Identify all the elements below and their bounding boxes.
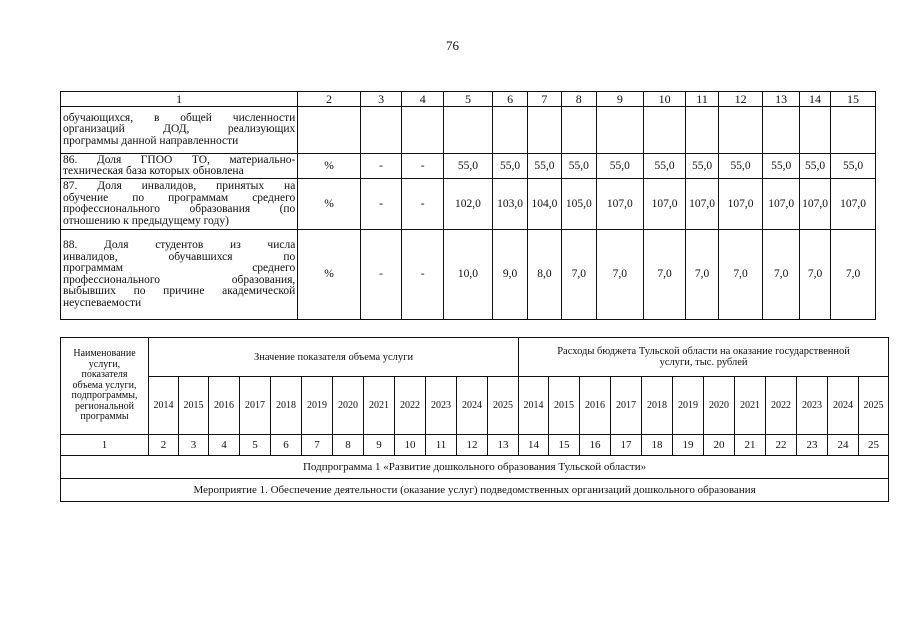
volume-group-header: Значение показателя объема услуги [149, 338, 519, 377]
value-cell [298, 107, 360, 154]
column-index-cell: 9 [364, 435, 395, 456]
value-cell [402, 107, 444, 154]
value-cell: 55,0 [718, 154, 763, 179]
value-cell: 107,0 [596, 179, 643, 230]
indicator-description [61, 230, 298, 320]
value-cell: 55,0 [799, 154, 830, 179]
column-index-cell: 2 [149, 435, 179, 456]
value-cell [561, 107, 596, 154]
volume-year-cell: 2021 [364, 377, 395, 435]
value-cell: 107,0 [799, 179, 830, 230]
column-index-cell: 17 [611, 435, 642, 456]
value-cell: 7,0 [718, 230, 763, 320]
column-index-cell: 11 [426, 435, 457, 456]
value-cell: - [402, 154, 444, 179]
value-cell: 55,0 [831, 154, 876, 179]
indicator-description [61, 179, 298, 230]
name-header-line: программы [80, 411, 129, 423]
value-cell: 7,0 [799, 230, 830, 320]
description-line: инвалидов, обучавшихся по [63, 250, 296, 263]
header-cell-5: 5 [444, 92, 493, 107]
value-cell [492, 107, 527, 154]
header-cell-6: 6 [492, 92, 527, 107]
table-row [61, 107, 876, 154]
column-index-cell: 3 [179, 435, 209, 456]
value-cell: 107,0 [686, 179, 718, 230]
indicator-description [61, 107, 298, 154]
value-cell: 55,0 [643, 154, 686, 179]
value-cell [596, 107, 643, 154]
header-cell-11: 11 [686, 92, 718, 107]
column-index-cell: 16 [580, 435, 611, 456]
page-number: 76 [446, 38, 459, 53]
subprogram-row: Подпрограмма 1 «Развитие дошкольного образования Тульской области» [61, 456, 889, 479]
column-index-cell: 1 [61, 435, 149, 456]
value-cell [643, 107, 686, 154]
column-index-cell: 13 [488, 435, 519, 456]
value-cell [718, 107, 763, 154]
value-cell: - [402, 179, 444, 230]
header-cell-13: 13 [763, 92, 799, 107]
value-cell: 107,0 [643, 179, 686, 230]
column-index-cell: 18 [642, 435, 673, 456]
budget-year-cell: 2018 [642, 377, 673, 435]
description-line: программам среднего [63, 262, 296, 274]
value-cell [763, 107, 799, 154]
value-cell: 55,0 [561, 154, 596, 179]
value-cell: 107,0 [763, 179, 799, 230]
value-cell: 7,0 [763, 230, 799, 320]
budget-year-cell: 2017 [611, 377, 642, 435]
description-line: 88. Доля студентов из числа [63, 239, 296, 251]
value-cell [360, 107, 402, 154]
budget-group-header [519, 338, 889, 377]
description-line: 87. Доля инвалидов, принятых на [63, 180, 296, 192]
value-cell: 55,0 [492, 154, 527, 179]
value-cell: 10,0 [444, 230, 493, 320]
index-row [61, 435, 889, 456]
budget-year-cell: 2014 [519, 377, 549, 435]
volume-year-cell: 2018 [271, 377, 302, 435]
value-cell: 104,0 [528, 179, 561, 230]
value-cell [528, 107, 561, 154]
value-cell: 103,0 [492, 179, 527, 230]
header-cell-15: 15 [831, 92, 876, 107]
value-cell: % [298, 230, 360, 320]
column-index-cell: 19 [673, 435, 704, 456]
description-line: техническая база которых обновлена [63, 165, 244, 177]
header-cell-9: 9 [596, 92, 643, 107]
description-line: 86. Доля ГПОО ТО, материально- [63, 153, 296, 166]
description-line: профессионального образования (по [63, 203, 296, 215]
value-cell: - [360, 154, 402, 179]
budget-year-cell: 2016 [580, 377, 611, 435]
name-header-line: услуги, [88, 358, 121, 370]
description-line: отношению к предыдущему году) [63, 214, 229, 227]
budget-year-cell: 2022 [766, 377, 797, 435]
volume-year-cell: 2015 [179, 377, 209, 435]
budget-year-cell: 2021 [735, 377, 766, 435]
header-cell-12: 12 [718, 92, 763, 107]
volume-year-cell: 2014 [149, 377, 179, 435]
header-cell-8: 8 [561, 92, 596, 107]
years-row [61, 377, 889, 435]
budget-header-line: Расходы бюджета Тульской области на оказание государственной [557, 346, 850, 357]
value-cell: 107,0 [718, 179, 763, 230]
volume-year-cell: 2017 [240, 377, 271, 435]
description-line: выбывших по причине академической [63, 285, 296, 297]
description-line: обучающихся, в общей численности [63, 111, 296, 124]
column-index-cell: 20 [704, 435, 735, 456]
value-cell [444, 107, 493, 154]
column-index-cell: 25 [859, 435, 889, 456]
volume-year-cell: 2024 [457, 377, 488, 435]
description-line: организаций ДОД, реализующих [63, 123, 296, 136]
description-line: неуспеваемости [63, 296, 142, 309]
value-cell [831, 107, 876, 154]
column-index-cell: 14 [519, 435, 549, 456]
value-cell: 7,0 [686, 230, 718, 320]
description-line: обучение по программам среднего [63, 191, 296, 204]
value-cell: 55,0 [444, 154, 493, 179]
column-index-cell: 10 [395, 435, 426, 456]
column-index-cell: 22 [766, 435, 797, 456]
volume-year-cell: 2025 [488, 377, 519, 435]
value-cell: - [360, 179, 402, 230]
header-cell-3: 3 [360, 92, 402, 107]
name-header-line: подпрограммы, [71, 390, 138, 402]
volume-year-cell: 2020 [333, 377, 364, 435]
volume-year-cell: 2016 [209, 377, 240, 435]
description-line: программы данной направленности [63, 134, 239, 147]
value-cell: 55,0 [686, 154, 718, 179]
table-row [61, 179, 876, 230]
value-cell: 105,0 [561, 179, 596, 230]
measure-row: Мероприятие 1. Обеспечение деятельности (оказание услуг) подведомственных организаций дошкольного образования [61, 479, 889, 502]
indicators-table [60, 91, 876, 320]
value-cell [686, 107, 718, 154]
name-header-line: региональной [74, 400, 135, 412]
value-cell: 102,0 [444, 179, 493, 230]
header-cell-10: 10 [643, 92, 686, 107]
volume-year-cell: 2023 [426, 377, 457, 435]
value-cell: 7,0 [643, 230, 686, 320]
value-cell: 55,0 [763, 154, 799, 179]
header-cell-4: 4 [402, 92, 444, 107]
description-line: профессионального образования, [63, 273, 296, 286]
value-cell: 8,0 [528, 230, 561, 320]
value-cell: 7,0 [596, 230, 643, 320]
column-index-cell: 5 [240, 435, 271, 456]
volume-year-cell: 2022 [395, 377, 426, 435]
header-cell-14: 14 [799, 92, 830, 107]
header-cell-7: 7 [528, 92, 561, 107]
value-cell: - [360, 230, 402, 320]
budget-header-line: услуги, тыс. рублей [659, 357, 748, 368]
budget-year-cell: 2025 [859, 377, 889, 435]
value-cell [799, 107, 830, 154]
column-index-cell: 15 [549, 435, 580, 456]
value-cell: 55,0 [528, 154, 561, 179]
value-cell: 107,0 [831, 179, 876, 230]
value-cell: % [298, 179, 360, 230]
value-cell: % [298, 154, 360, 179]
service-volume-table [60, 337, 889, 502]
column-index-cell: 21 [735, 435, 766, 456]
budget-year-cell: 2020 [704, 377, 735, 435]
table-row [61, 154, 876, 179]
column-index-cell: 8 [333, 435, 364, 456]
name-header-line: Наименование [73, 348, 136, 360]
column-index-cell: 4 [209, 435, 240, 456]
column-index-cell: 23 [797, 435, 828, 456]
budget-year-cell: 2023 [797, 377, 828, 435]
value-cell: 7,0 [831, 230, 876, 320]
indicator-description [61, 154, 298, 179]
value-cell: 9,0 [492, 230, 527, 320]
name-header-line: показателя [81, 369, 128, 381]
budget-year-cell: 2019 [673, 377, 704, 435]
value-cell: - [402, 230, 444, 320]
budget-year-cell: 2015 [549, 377, 580, 435]
table-row [61, 230, 876, 320]
value-cell: 7,0 [561, 230, 596, 320]
column-index-cell: 12 [457, 435, 488, 456]
header-cell-1: 1 [61, 92, 298, 107]
name-column-header [61, 338, 149, 435]
column-index-cell: 6 [271, 435, 302, 456]
volume-year-cell: 2019 [302, 377, 333, 435]
header-cell-2: 2 [298, 92, 360, 107]
budget-year-cell: 2024 [828, 377, 859, 435]
name-header-line: объема услуги, [72, 379, 137, 391]
column-index-cell: 7 [302, 435, 333, 456]
indicators-header-row [61, 92, 876, 107]
value-cell: 55,0 [596, 154, 643, 179]
column-index-cell: 24 [828, 435, 859, 456]
